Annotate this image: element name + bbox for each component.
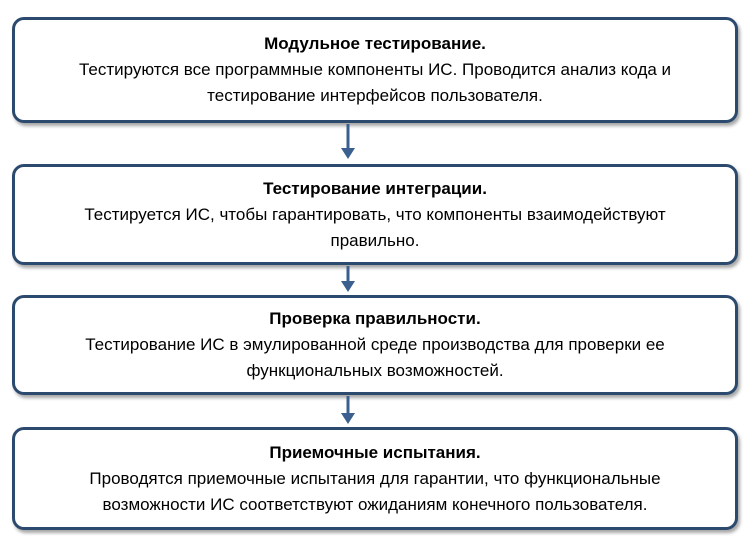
step-title: Тестирование интеграции. — [263, 178, 487, 198]
step-box-integration-testing — [12, 164, 738, 265]
step-description-line-2: правильно. — [330, 230, 420, 250]
step-description-line-1: Тестируются все программные компоненты ИС. Проводится анализ кода и — [78, 60, 672, 79]
step-title: Приемочные испытания. — [269, 442, 481, 462]
step-description-line-2: функциональных возможностей. — [246, 361, 504, 380]
step-box-validation — [12, 295, 738, 395]
step-description-line-2: тестирование интерфейсов пользователя. — [207, 86, 543, 105]
step-description-line-1: Тестирование ИС в эмулированной среде производства для проверки ее — [85, 335, 665, 354]
step-box-acceptance-testing — [12, 427, 738, 530]
down-arrow-icon — [341, 396, 355, 424]
step-description-line-2: возможности ИС соответствуют ожиданиям конечного пользователя. — [102, 494, 648, 514]
down-arrow-icon — [341, 124, 355, 160]
down-arrow-icon — [341, 266, 355, 292]
step-title: Модульное тестирование. — [264, 34, 486, 53]
step-title: Проверка правильности. — [269, 309, 481, 328]
step-box-unit-testing — [12, 17, 738, 123]
step-description-line-1: Проводятся приемочные испытания для гарантии, что функциональные — [89, 468, 661, 488]
step-description-line-1: Тестируется ИС, чтобы гарантировать, что компоненты взаимодействуют — [84, 204, 666, 224]
